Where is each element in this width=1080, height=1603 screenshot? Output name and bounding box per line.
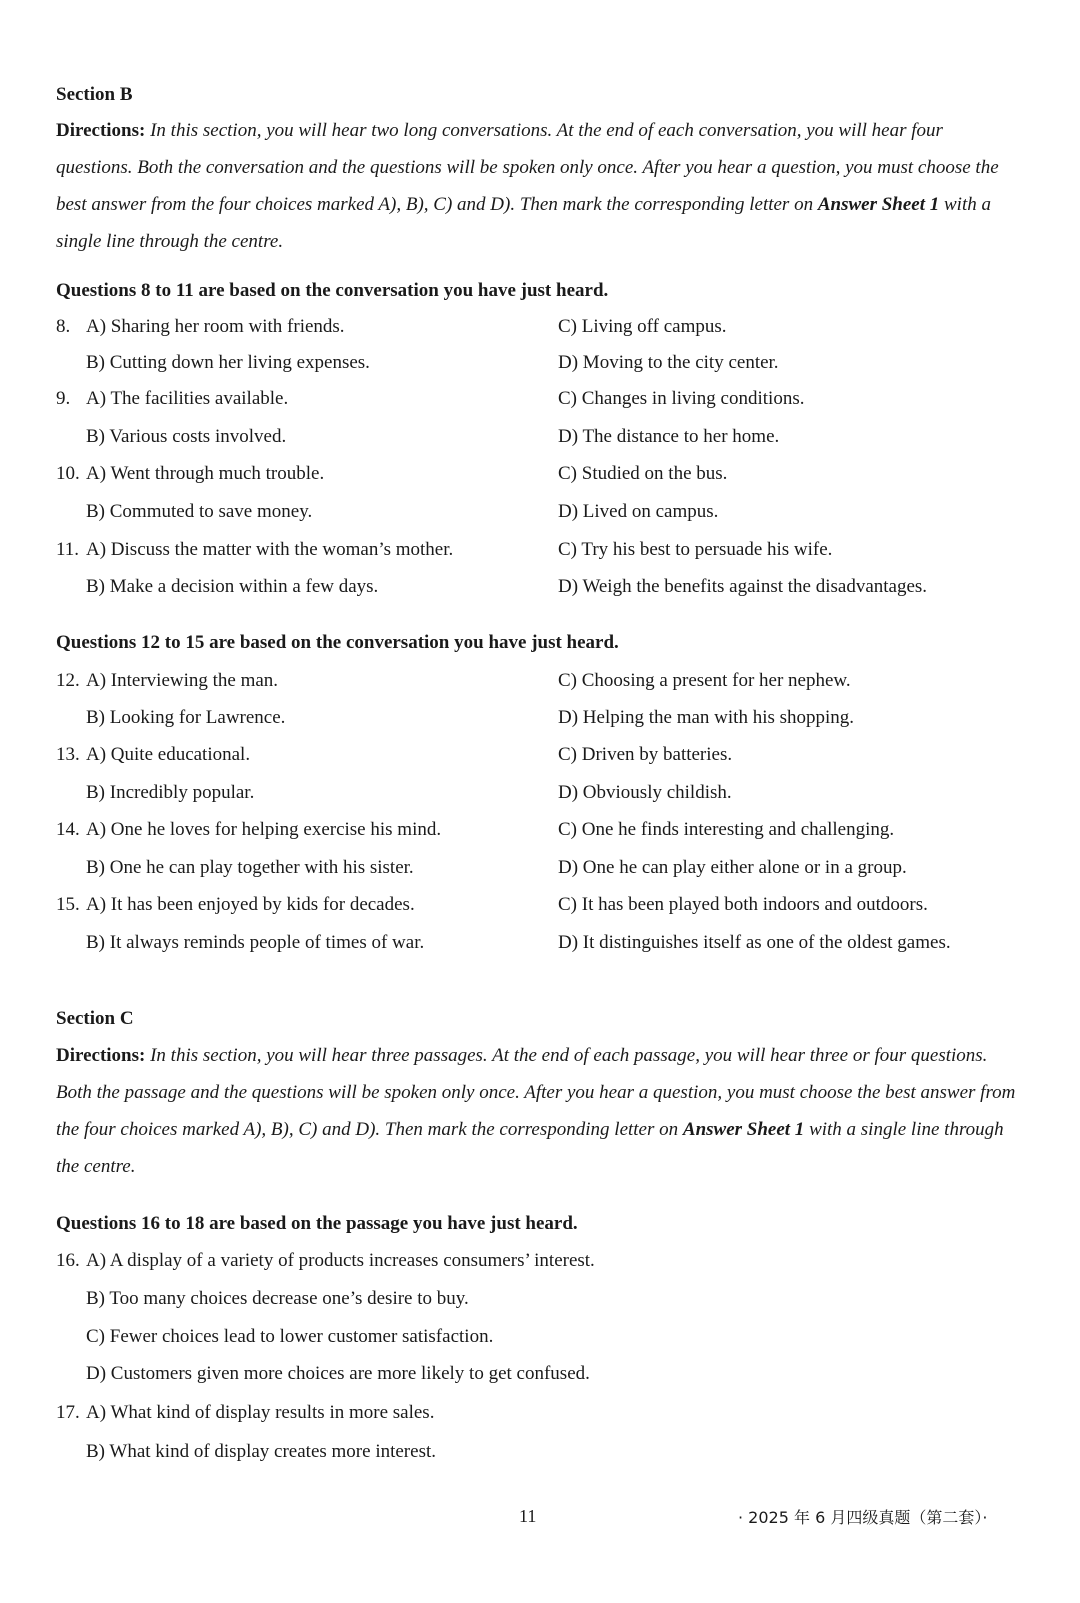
- option-b: B) Various costs involved.: [86, 426, 287, 447]
- option-c: C) One he finds interesting and challenging.: [558, 819, 895, 840]
- option-c: C) Changes in living conditions.: [558, 388, 805, 409]
- question-number: 13.: [56, 744, 80, 765]
- answer-sheet-label: Answer Sheet 1: [817, 194, 940, 215]
- option-c: C) Choosing a present for her nephew.: [558, 670, 851, 691]
- option-c: C) It has been played both indoors and outdoors.: [558, 894, 928, 915]
- option-c: C) Driven by batteries.: [558, 744, 733, 765]
- option-d: D) The distance to her home.: [558, 426, 780, 447]
- option-b: B) Cutting down her living expenses.: [86, 352, 370, 373]
- option-a: A) Quite educational.: [86, 744, 251, 765]
- option-a: A) What kind of display results in more sales.: [86, 1402, 435, 1423]
- question-group-heading: Questions 12 to 15 are based on the conversation you have just heard.: [56, 632, 619, 653]
- question-number: 11.: [56, 539, 80, 560]
- section-b-directions: [56, 112, 1021, 260]
- answer-sheet-label: Answer Sheet 1: [682, 1119, 805, 1140]
- question-number: 10.: [56, 463, 80, 484]
- directions-text-end: with a single line through the centre.: [56, 1119, 1004, 1177]
- option-c: C) Studied on the bus.: [558, 463, 728, 484]
- question-number: 8.: [56, 316, 71, 337]
- option-b: B) One he can play together with his sister.: [86, 857, 414, 878]
- option-a: A) Sharing her room with friends.: [86, 316, 345, 337]
- question-number: 16.: [56, 1250, 80, 1271]
- question-number: 9.: [56, 388, 71, 409]
- option-c: C) Fewer choices lead to lower customer satisfaction.: [86, 1326, 494, 1347]
- option-d: D) Obviously childish.: [558, 782, 732, 803]
- option-a: A) One he loves for helping exercise his mind.: [86, 819, 442, 840]
- option-a: A) Interviewing the man.: [86, 670, 279, 691]
- section-c-directions: [56, 1037, 1021, 1185]
- directions-text: In this section, you will hear three passages. At the end of each passage, you will hear three or four questions. Both the passage and the questions will be spoken only once. After you hear a question, you must choose the best answer from the four choices marked A), B), C) and D). Then mark the corresponding letter on: [56, 1045, 1016, 1140]
- option-d: D) Helping the man with his shopping.: [558, 707, 855, 728]
- directions-label: Directions:: [56, 1045, 146, 1066]
- directions-text-end: with a single line through the centre.: [56, 194, 991, 252]
- option-a: A) Discuss the matter with the woman’s mother.: [86, 539, 454, 560]
- option-b: B) What kind of display creates more interest.: [86, 1441, 436, 1462]
- option-d: D) Lived on campus.: [558, 501, 719, 522]
- section-b-title: Section B: [56, 84, 133, 105]
- option-a: A) It has been enjoyed by kids for decades.: [86, 894, 415, 915]
- option-a: A) Went through much trouble.: [86, 463, 325, 484]
- page-number: 11: [519, 1506, 537, 1526]
- question-number: 12.: [56, 670, 80, 691]
- question-number: 17.: [56, 1402, 80, 1423]
- option-d: D) One he can play either alone or in a group.: [558, 857, 907, 878]
- question-group-heading: Questions 16 to 18 are based on the passage you have just heard.: [56, 1213, 578, 1234]
- option-b: B) Make a decision within a few days.: [86, 576, 379, 597]
- option-c: C) Try his best to persuade his wife.: [558, 539, 833, 560]
- question-number: 14.: [56, 819, 80, 840]
- option-b: B) Commuted to save money.: [86, 501, 313, 522]
- option-b: B) Incredibly popular.: [86, 782, 255, 803]
- option-d: D) Moving to the city center.: [558, 352, 779, 373]
- option-c: C) Living off campus.: [558, 316, 727, 337]
- option-b: B) Looking for Lawrence.: [86, 707, 286, 728]
- section-c-title: Section C: [56, 1008, 134, 1029]
- option-d: D) Weigh the benefits against the disadvantages.: [558, 576, 928, 597]
- exam-label: · 2025 年 6 月四级真题（第二套）·: [738, 1508, 988, 1527]
- option-b: B) It always reminds people of times of war.: [86, 932, 425, 953]
- directions-text: In this section, you will hear two long conversations. At the end of each conversation, you will hear four questions. Both the conversation and the questions will be spoken only once. After you hear a question, you must choose the best answer from the four choices marked A), B), C) and D). Then mark the corresponding letter on: [56, 120, 999, 215]
- question-number: 15.: [56, 894, 80, 915]
- option-d: D) It distinguishes itself as one of the oldest games.: [558, 932, 951, 953]
- option-b: B) Too many choices decrease one’s desire to buy.: [86, 1288, 469, 1309]
- option-a: A) A display of a variety of products increases consumers’ interest.: [86, 1250, 595, 1271]
- question-group-heading: Questions 8 to 11 are based on the conversation you have just heard.: [56, 280, 609, 301]
- directions-label: Directions:: [56, 120, 146, 141]
- option-d: D) Customers given more choices are more likely to get confused.: [86, 1363, 590, 1384]
- option-a: A) The facilities available.: [86, 388, 289, 409]
